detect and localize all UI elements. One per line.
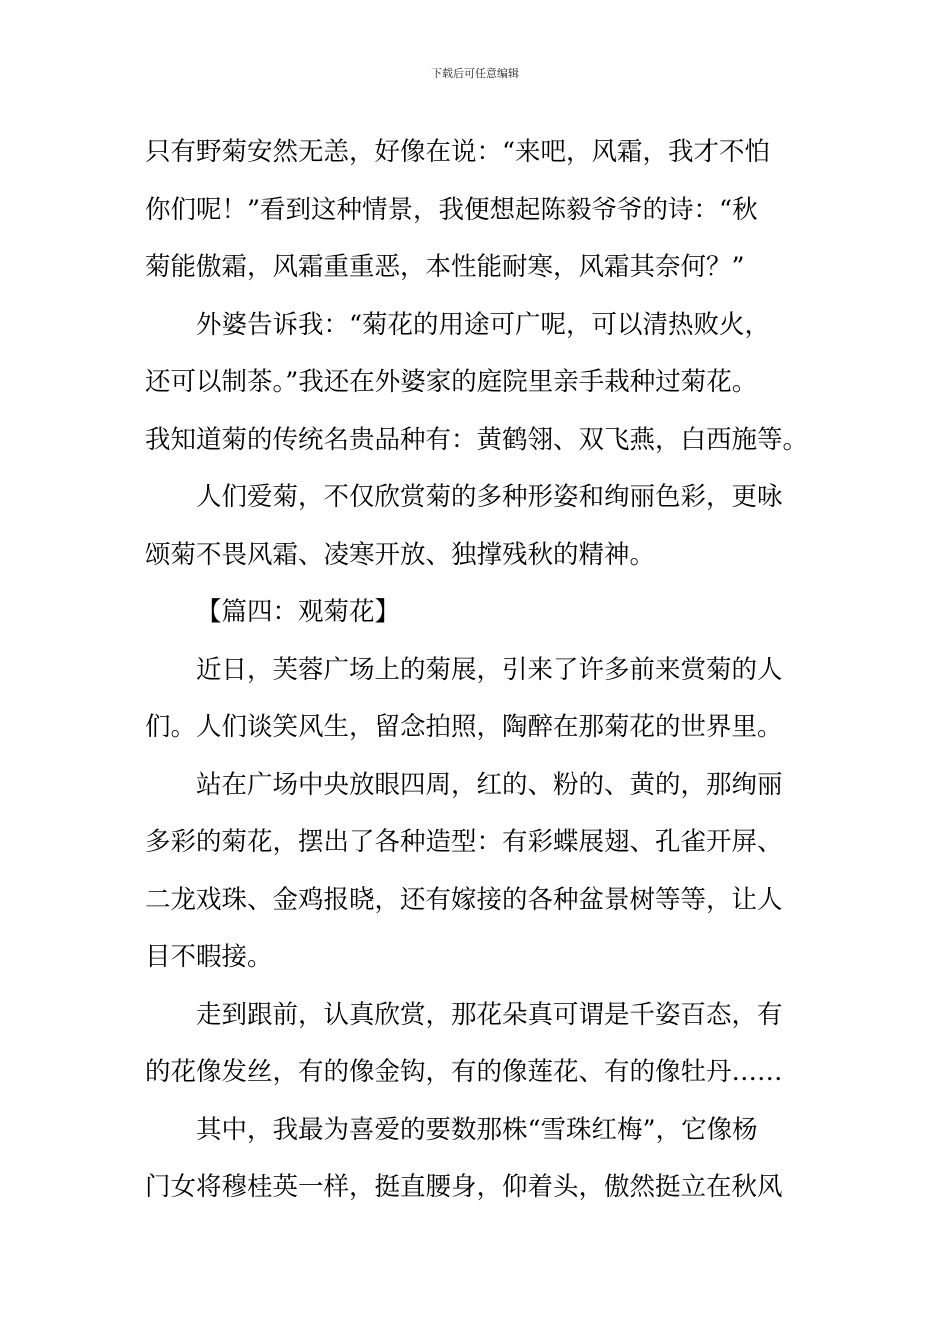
text-line: 站在广场中央放眼四周，红的、粉的、黄的，那绚丽 — [196, 769, 783, 800]
section-heading: 【篇四：观菊花】 — [196, 597, 401, 627]
text-line: 近日，芙蓉广场上的菊展，引来了许多前来赏菊的人 — [196, 654, 783, 685]
text-line: 们。人们谈笑风生，留念拍照，陶醉在那菊花的世界里。 — [145, 712, 783, 742]
text-line: 我知道菊的传统名贵品种有：黄鹤翎、双飞燕，白西施等。 — [145, 424, 809, 455]
text-line: 目不暇接。 — [145, 942, 273, 972]
text-line: 还可以制茶。”我还在外婆家的庭院里亲手栽种过菊花。 — [145, 367, 758, 397]
text-line: 颂菊不畏风霜、凌寒开放、独撑残秋的精神。 — [145, 539, 656, 570]
text-line: 门女将穆桂英一样，挺直腰身，仰着头，傲然挺立在秋风 — [145, 1172, 783, 1202]
page-header-note: 下载后可任意编辑 — [431, 67, 519, 80]
text-line: 的花像发丝，有的像金钩，有的像莲花、有的像牡丹…… — [145, 1057, 783, 1087]
document-body — [145, 124, 810, 1217]
text-line: 多彩的菊花，摆出了各种造型：有彩蝶展翅、孔雀开屏、 — [145, 827, 783, 857]
text-line: 只有野菊安然无恙，好像在说：“来吧，风霜，我才不怕 — [145, 137, 771, 167]
text-line: 你们呢！”看到这种情景，我便想起陈毅爷爷的诗：“秋 — [145, 194, 758, 225]
text-line: 菊能傲霜，风霜重重恶，本性能耐寒，风霜其奈何？” — [145, 252, 745, 282]
text-line: 人们爱菊，不仅欣赏菊的多种形姿和绚丽色彩，更咏 — [196, 482, 783, 512]
text-line: 其中，我最为喜爱的要数那株“雪珠红梅”，它像杨 — [196, 1114, 758, 1145]
text-line: 二龙戏珠、金鸡报晓，还有嫁接的各种盆景树等等，让人 — [145, 884, 783, 915]
text-line: 走到跟前，认真欣赏，那花朵真可谓是千姿百态，有 — [196, 999, 783, 1030]
text-line: 外婆告诉我：“菊花的用途可广呢，可以清热败火， — [196, 309, 771, 340]
